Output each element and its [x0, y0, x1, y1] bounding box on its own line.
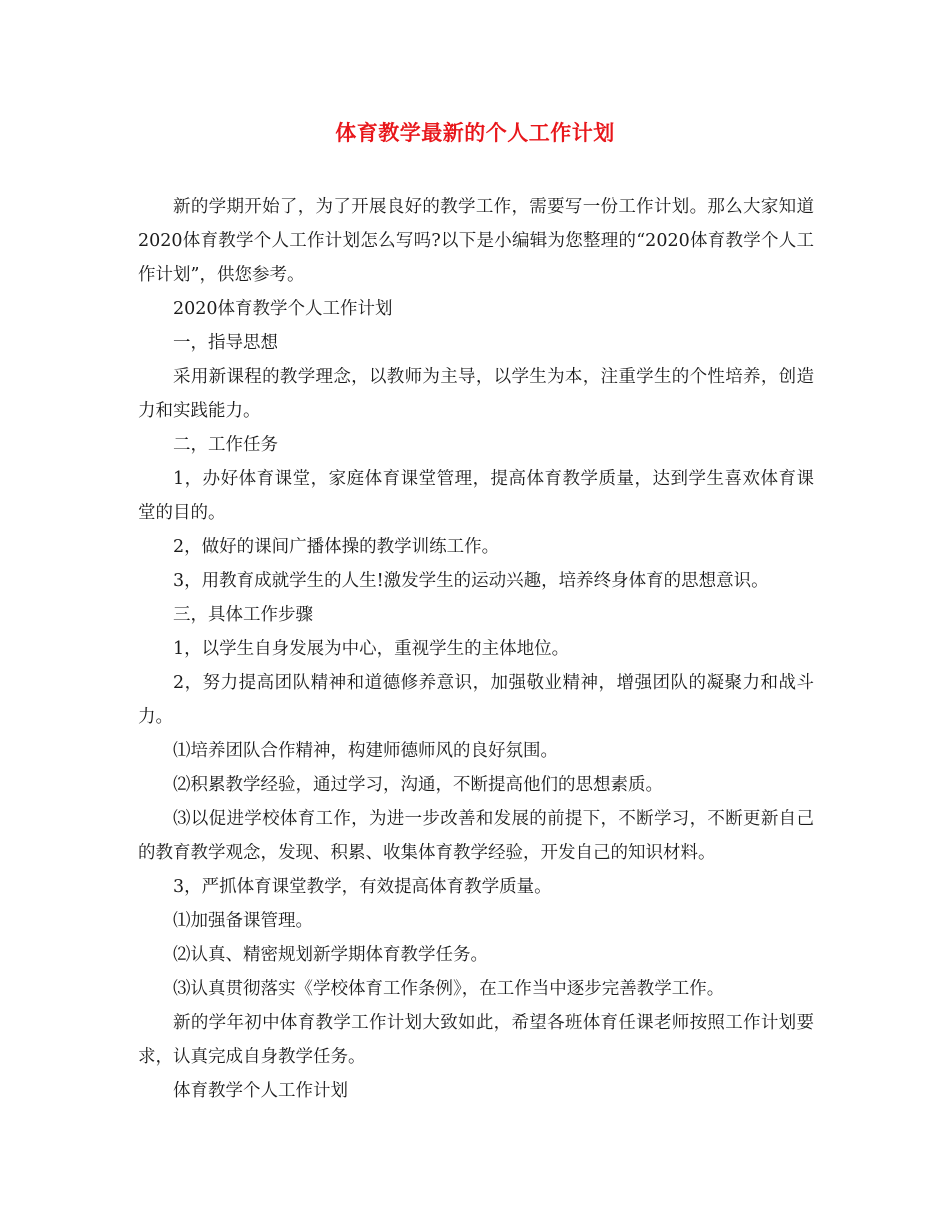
document-body — [138, 190, 814, 1108]
paragraph: 体育教学个人工作计划 — [173, 1081, 348, 1101]
list-item: 1，以学生自身发展为中心，重视学生的主体地位。 — [173, 639, 570, 659]
paragraph: 新的学年初中体育教学工作计划大致如此，希望各班体育任课老师按照工作计划要求，认真完成自身教学任务。 — [138, 1013, 814, 1067]
section-heading: 三，具体工作步骤 — [173, 605, 313, 625]
list-item: 2，努力提高团队精神和道德修养意识，加强敬业精神，增强团队的凝聚力和战斗力。 — [138, 673, 814, 727]
section-heading: 二，工作任务 — [173, 435, 278, 455]
paragraph: 新的学期开始了，为了开展良好的教学工作，需要写一份工作计划。那么大家知道2020体育教学个人工作计划怎么写吗?以下是小编辑为您整理的“2020体育教学个人工作计划”，供您参考。 — [138, 197, 814, 285]
list-item: 1，办好体育课堂，家庭体育课堂管理，提高体育教学质量，达到学生喜欢体育课堂的目的。 — [138, 469, 814, 523]
section-heading: 一，指导思想 — [173, 333, 278, 353]
document-title: 体育教学最新的个人工作计划 — [335, 120, 615, 145]
list-item: 3，严抓体育课堂教学，有效提高体育教学质量。 — [173, 877, 552, 897]
paragraph: 采用新课程的教学理念，以教师为主导，以学生为本，注重学生的个性培养，创造力和实践能力。 — [138, 367, 814, 421]
sub-list-item: ⑴加强备课管理。 — [173, 911, 313, 931]
sub-list-item: ⑴培养团队合作精神，构建师德师风的良好氛围。 — [173, 741, 558, 761]
sub-list-item: ⑶认真贯彻落实《学校体育工作条例》，在工作当中逐步完善教学工作。 — [173, 979, 725, 999]
sub-list-item: ⑵认真、精密规划新学期体育教学任务。 — [173, 945, 488, 965]
sub-list-item: ⑶以促进学校体育工作，为进一步改善和发展的前提下，不断学习，不断更新自己的教育教学观念，发现、积累、收集体育教学经验，开发自己的知识材料。 — [138, 809, 814, 863]
paragraph: 2020体育教学个人工作计划 — [173, 299, 393, 319]
sub-list-item: ⑵积累教学经验，通过学习，沟通，不断提高他们的思想素质。 — [173, 775, 663, 795]
list-item: 3，用教育成就学生的人生!激发学生的运动兴趣，培养终身体育的思想意识。 — [173, 571, 769, 591]
list-item: 2，做好的课间广播体操的教学训练工作。 — [173, 537, 500, 557]
